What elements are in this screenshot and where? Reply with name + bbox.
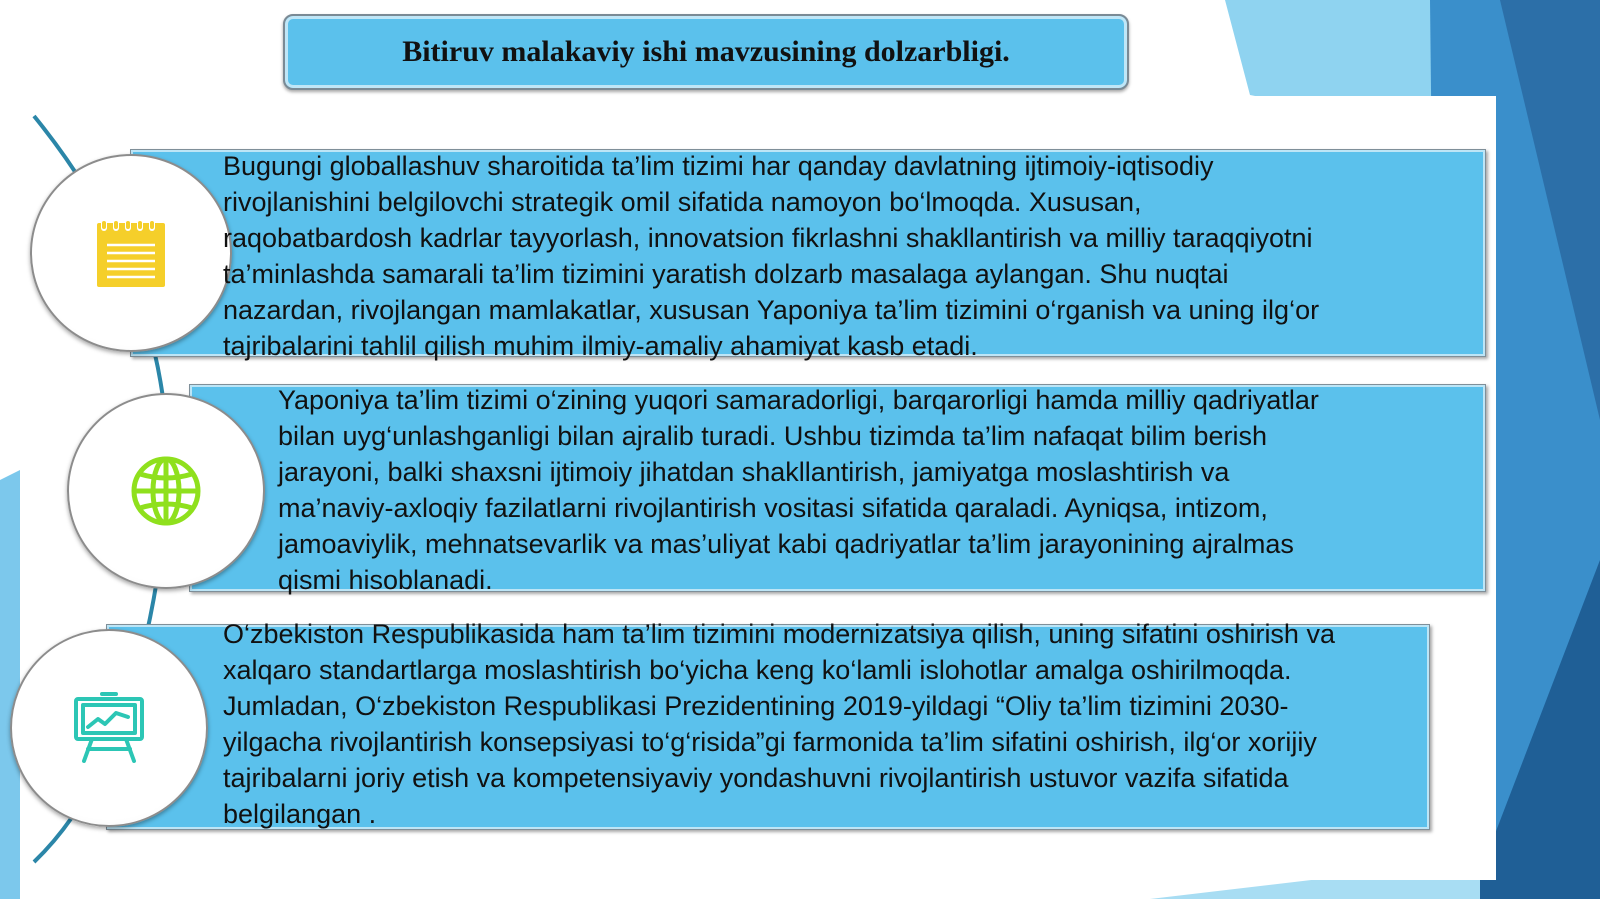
text-line: nazardan, rivojlangan mamlakatlar, xususan Yaponiya ta’lim tizimini o‘rganish va uning ilg‘or — [223, 295, 1320, 325]
text-line: xalqaro standartlarga moslashtirish bo‘yicha keng ko‘lamli islohotlar amalga oshirilmoqda. — [223, 655, 1292, 685]
text-line: O‘zbekiston Respublikasida ham ta’lim tizimini modernizatsiya qilish, uning sifatini oshirish va — [223, 619, 1335, 649]
text-line: raqobatbardosh kadrlar tayyorlash, innovatsion fikrlashni shakllantirish va milliy taraqqiyotni — [223, 223, 1313, 253]
notepad-icon — [93, 215, 169, 291]
text-line: tajribalarini tahlil qilish muhim ilmiy-amaliy ahamiyat kasb etadi. — [223, 331, 978, 361]
text-block-3 — [223, 616, 1335, 832]
text-line: Yaponiya ta’lim tizimi o‘zining yuqori samaradorligi, barqarorligi hamda milliy qadriyatlar — [278, 385, 1319, 415]
text-line: Jumladan, O‘zbekiston Respublikasi Prezidentining 2019-yildagi “Oliy ta’lim tizimini 2030- — [223, 691, 1289, 721]
presentation-board-icon — [70, 691, 148, 765]
text-line: qismi hisoblanadi. — [278, 565, 493, 595]
text-line: ta’minlashda samarali ta’lim tizimini yaratish dolzarb masalaga aylangan. Shu nuqtai — [223, 259, 1229, 289]
text-line: Bugungi globallashuv sharoitida ta’lim tizimi har qanday davlatning ijtimoiy-iqtisodiy — [223, 151, 1214, 181]
text-line: ma’naviy-axloqiy fazilatlarni rivojlantirish vositasi sifatida qaraladi. Ayniqsa, intizom, — [278, 493, 1268, 523]
text-block-1 — [223, 148, 1319, 364]
text-line: rivojlanishini belgilovchi strategik omil sifatida namoyon bo‘lmoqda. Xususan, — [223, 187, 1142, 217]
text-line: tajribalarni joriy etish va kompetensiyaviy yondashuvni rivojlantirish ustuvor vazifa sifatida — [223, 763, 1289, 793]
text-line: jamoaviylik, mehnatsevarlik va mas’uliyat kabi qadriyatlar ta’lim jarayonining ajralmas — [278, 529, 1294, 559]
icon-circle-1 — [30, 154, 232, 352]
text-line: belgilangan . — [223, 799, 377, 829]
text-line: yilgacha rivojlantirish konsepsiyasi to‘g‘risida”gi farmonida ta’lim sifatini oshirish, ilg‘or xorijiy — [223, 727, 1317, 757]
page-title: Bitiruv malakaviy ishi mavzusining dolzarbligi. — [402, 35, 1010, 68]
text-line: bilan uyg‘unlashganligi bilan ajralib turadi. Ushbu tizimda ta’lim nafaqat bilim berish — [278, 421, 1268, 451]
text-line: jarayoni, balki shaxsni ijtimoiy jihatdan shakllantirish, jamiyatga moslashtirish va — [278, 457, 1230, 487]
icon-circle-2 — [67, 393, 265, 589]
icon-circle-3 — [10, 629, 208, 827]
title-banner — [283, 14, 1129, 90]
globe-icon — [129, 454, 203, 528]
text-block-2 — [278, 382, 1319, 598]
